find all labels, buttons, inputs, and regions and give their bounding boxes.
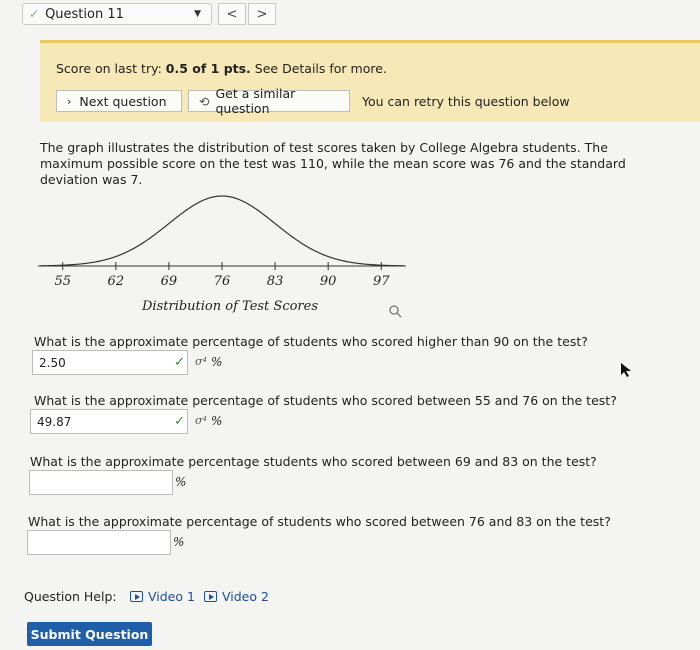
x-tick-label: 62 — [107, 274, 125, 289]
partial-credit-icon: ✓ — [29, 7, 40, 21]
question-1-text: What is the approximate percentage of students who scored higher than 90 on the test? — [34, 334, 588, 349]
play-icon — [204, 591, 217, 602]
next-question-button[interactable]: › Next question — [56, 90, 182, 112]
bell-curve — [40, 196, 404, 266]
x-tick-label: 55 — [54, 274, 72, 289]
answer-4-input[interactable] — [27, 530, 171, 555]
equation-editor-icon[interactable]: σ⁴ — [195, 414, 207, 427]
magnify-icon[interactable] — [388, 304, 402, 318]
mouse-cursor-icon — [620, 362, 634, 378]
x-tick-label: 76 — [213, 274, 231, 289]
unit-label: % — [211, 414, 223, 428]
answer-1-input[interactable]: 2.50 ✓ — [32, 350, 188, 375]
chevron-left-icon: < — [226, 6, 238, 22]
score-value: 0.5 of 1 pts. — [165, 61, 251, 76]
question-help-label: Question Help: — [24, 589, 117, 604]
chart-caption: Distribution of Test Scores — [142, 299, 319, 314]
x-tick-label: 97 — [372, 274, 390, 289]
question-selector-label: Question 11 — [45, 6, 124, 22]
question-4-text: What is the approximate percentage of students who scored between 76 and 83 on the test? — [28, 514, 611, 529]
video-1-link[interactable]: Video 1 — [130, 589, 195, 604]
score-panel — [40, 40, 700, 122]
chevron-right-icon: › — [67, 94, 72, 108]
question-intro: The graph illustrates the distribution of test scores taken by College Algebra students. The maximum possible score on the test was 110, while the mean score was 76 and the standard deviation was 7. — [40, 140, 626, 187]
chevron-down-icon: ▼ — [194, 9, 201, 19]
submit-question-button[interactable]: Submit Question — [27, 622, 152, 646]
normal-distribution-chart — [30, 188, 410, 298]
retry-note: You can retry this question below — [362, 94, 570, 109]
question-3-text: What is the approximate percentage students who scored between 69 and 83 on the test? — [30, 454, 597, 469]
x-tick-label: 83 — [266, 274, 284, 289]
similar-question-button[interactable]: ⟲ Get a similar question — [188, 90, 350, 112]
x-tick-label: 90 — [319, 274, 337, 289]
previous-question-button[interactable] — [218, 3, 246, 25]
unit-label: % — [211, 355, 223, 369]
unit-label: % — [173, 535, 185, 549]
check-icon: ✓ — [174, 414, 185, 429]
refresh-icon: ⟲ — [199, 93, 210, 109]
video-2-link[interactable]: Video 2 — [204, 589, 269, 604]
answer-3-input[interactable] — [29, 470, 173, 495]
chevron-right-icon: > — [256, 6, 268, 22]
unit-label: % — [175, 475, 187, 489]
question-selector[interactable] — [22, 3, 212, 25]
x-tick-label: 69 — [160, 274, 178, 289]
question-2-text: What is the approximate percentage of students who scored between 55 and 76 on the test? — [34, 393, 617, 408]
equation-editor-icon[interactable]: σ⁴ — [195, 355, 207, 368]
check-icon: ✓ — [174, 355, 185, 370]
score-summary: Score on last try: 0.5 of 1 pts. See Details for more. — [56, 61, 387, 76]
next-question-nav-button[interactable] — [248, 3, 276, 25]
answer-2-input[interactable]: 49.87 ✓ — [30, 409, 188, 434]
top-navigation — [0, 0, 700, 34]
play-icon — [130, 591, 143, 602]
